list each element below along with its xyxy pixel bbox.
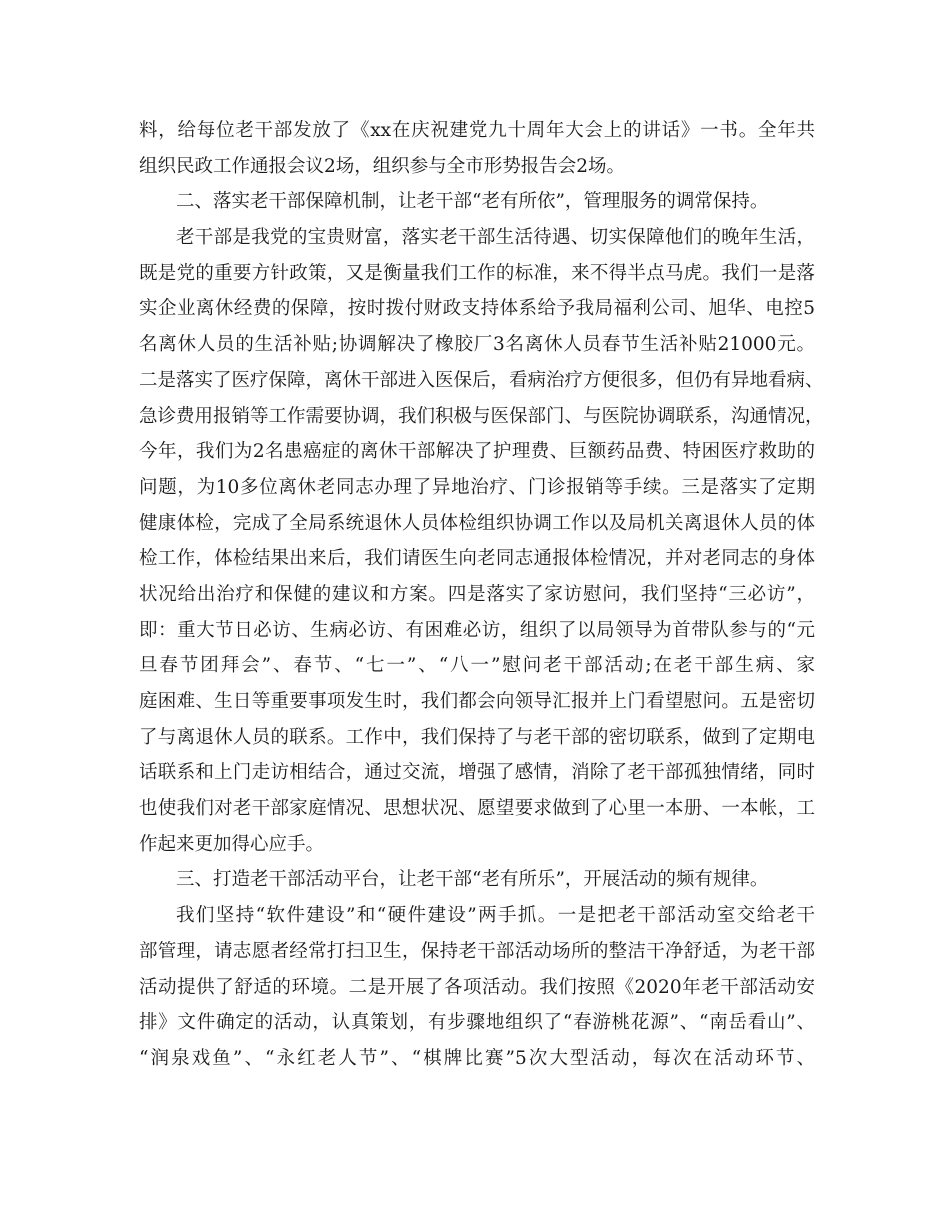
text-line: 今年，我们为2名患癌症的离休干部解决了护理费、巨额药品费、特困医疗救助的 bbox=[139, 441, 815, 463]
text-line: 旦春节团拜会”、春节、“七一”、“八一”慰问老干部活动;在老干部生病、家 bbox=[139, 655, 815, 677]
text-line: 部管理，请志愿者经常打扫卫生，保持老干部活动场所的整洁干净舒适，为老干部 bbox=[139, 940, 815, 962]
section-heading: 二、落实老干部保障机制，让老干部“老有所依”，管理服务的调常保持。 bbox=[176, 191, 769, 213]
text-line: 问题，为10多位离休老同志办理了异地治疗、门诊报销等手续。三是落实了定期 bbox=[139, 476, 815, 498]
text-line: “润泉戏鱼”、“永红老人节”、“棋牌比赛”5次大型活动，每次在活动环节、 bbox=[139, 1047, 815, 1069]
text-line: 组织民政工作通报会议2场，组织参与全市形势报告会2场。 bbox=[139, 155, 626, 177]
text-line: 排》文件确定的活动，认真策划，有步骤地组织了“春游桃花源”、“南岳看山”、 bbox=[139, 1012, 815, 1034]
text-line: 即：重大节日必访、生病必访、有困难必访，组织了以局领导为首带队参与的“元 bbox=[139, 619, 815, 641]
text-line: 话联系和上门走访相结合，通过交流，增强了感情，消除了老干部孤独情绪，同时 bbox=[139, 762, 815, 784]
document-body bbox=[139, 113, 824, 1077]
text-line: 料，给每位老干部发放了《xx在庆祝建党九十周年大会上的讲话》一书。全年共 bbox=[139, 120, 815, 141]
text-line: 急诊费用报销等工作需要协调，我们积极与医保部门、与医院协调联系，沟通情况， bbox=[139, 405, 824, 427]
text-line: 既是党的重要方针政策，又是衡量我们工作的标准，来不得半点马虎。我们一是落 bbox=[139, 262, 815, 284]
text-line: 也使我们对老干部家庭情况、思想状况、愿望要求做到了心里一本册、一本帐，工 bbox=[139, 798, 815, 820]
text-line: 活动提供了舒适的环境。二是开展了各项活动。我们按照《2020年老干部活动安 bbox=[139, 976, 815, 998]
text-line: 实企业离休经费的保障，按时拨付财政支持体系给予我局福利公司、旭华、电控5 bbox=[139, 298, 815, 320]
text-line: 健康体检，完成了全局系统退休人员体检组织协调工作以及局机关离退休人员的体 bbox=[139, 512, 815, 534]
text-line: 状况给出治疗和保健的建议和方案。四是落实了家访慰问，我们坚持“三必访”， bbox=[139, 583, 815, 605]
text-line: 老干部是我党的宝贵财富，落实老干部生活待遇、切实保障他们的晚年生活， bbox=[176, 227, 815, 249]
text-line: 二是落实了医疗保障，离休干部进入医保后，看病治疗方便很多，但仍有异地看病、 bbox=[139, 369, 824, 391]
text-line: 了与离退休人员的联系。工作中，我们保持了与老干部的密切联系，做到了定期电 bbox=[139, 726, 815, 748]
text-line: 我们坚持“软件建设”和“硬件建设”两手抓。一是把老干部活动室交给老干 bbox=[176, 905, 815, 927]
text-line: 庭困难、生日等重要事项发生时，我们都会向领导汇报并上门看望慰问。五是密切 bbox=[139, 691, 815, 712]
text-line: 作起来更加得心应手。 bbox=[139, 833, 325, 855]
section-heading: 三、打造老干部活动平台，让老干部“老有所乐”，开展活动的频有规律。 bbox=[176, 869, 769, 891]
text-line: 名离休人员的生活补贴;协调解决了橡胶厂3名离休人员春节生活补贴21000元。 bbox=[139, 334, 815, 356]
text-line: 检工作，体检结果出来后，我们请医生向老同志通报体检情况，并对老同志的身体 bbox=[139, 548, 815, 570]
